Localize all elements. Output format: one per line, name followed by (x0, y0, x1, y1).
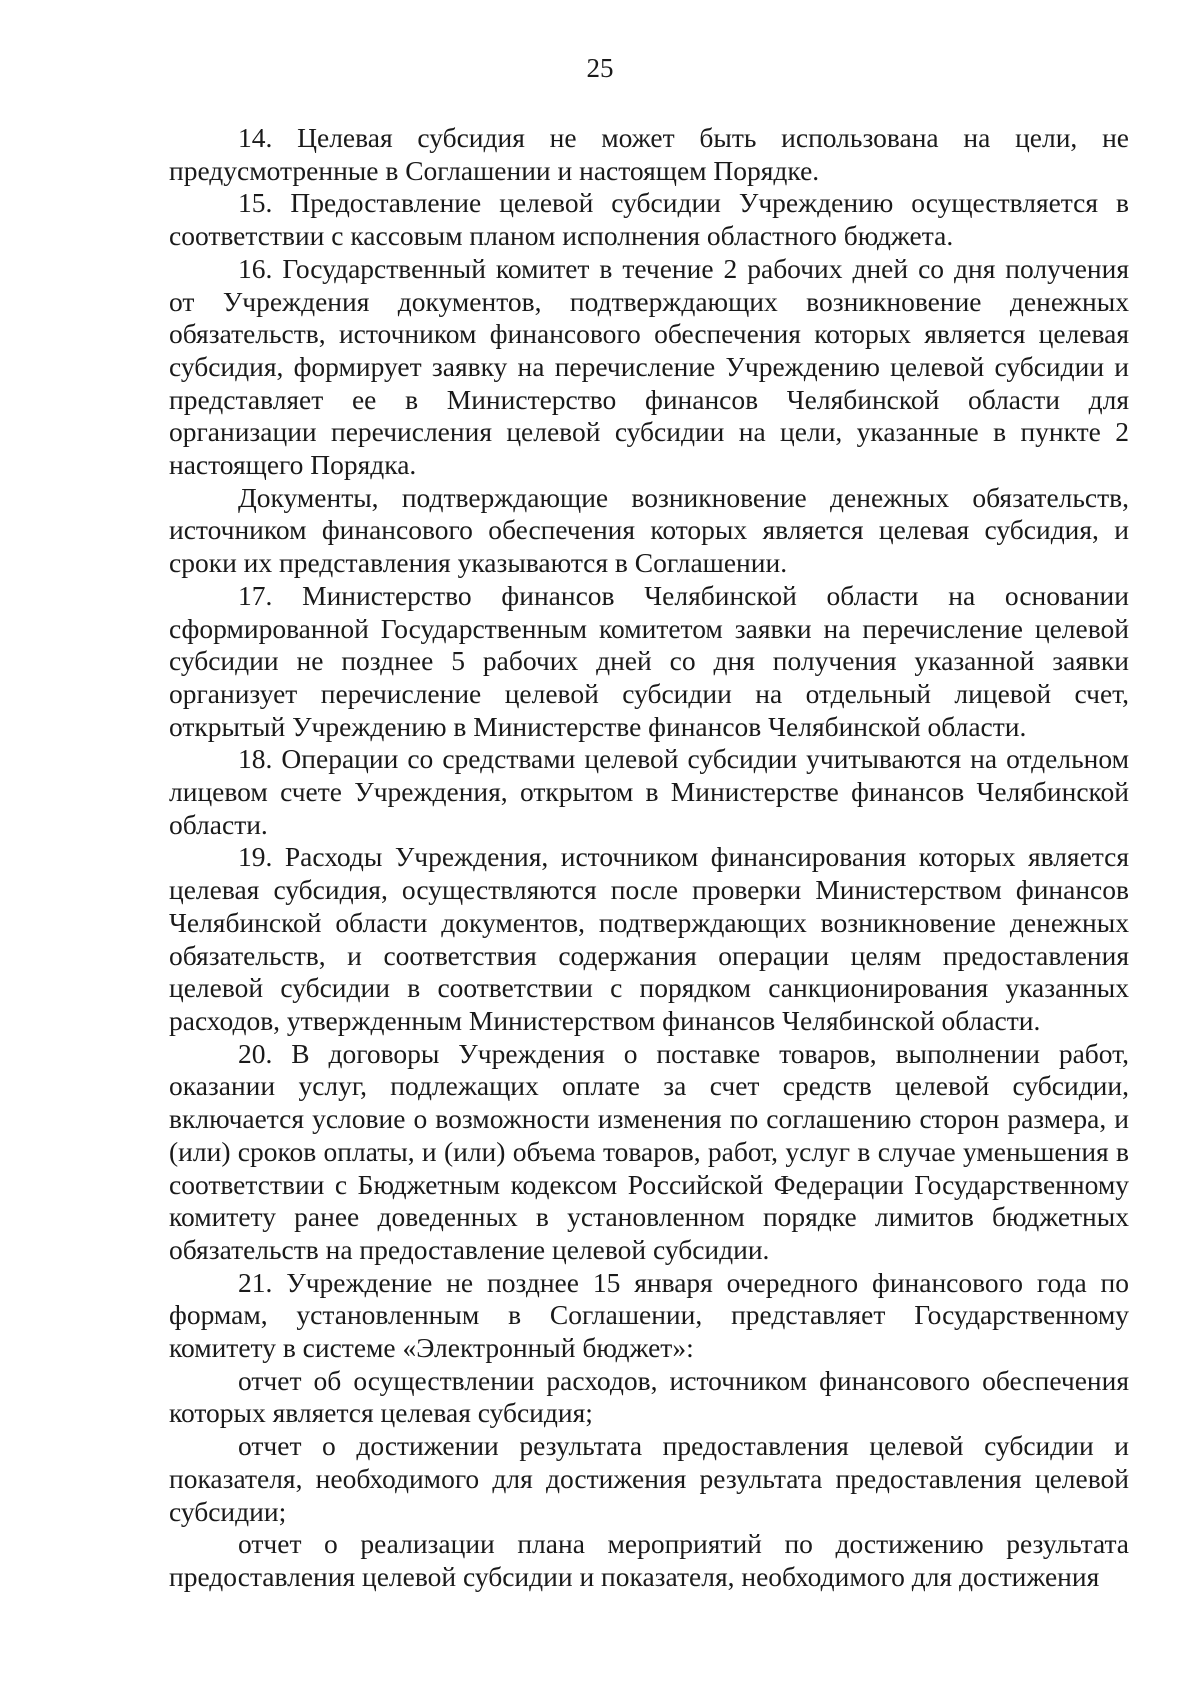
list-item-report-expenses: отчет об осуществлении расходов, источником финансового обеспечения которых является целевая субсидия; (169, 1364, 1129, 1429)
paragraph-15: 15. Предоставление целевой субсидии Учреждению осуществляется в соответствии с кассовым планом исполнения областного бюджета. (169, 187, 1129, 252)
paragraph-20: 20. В договоры Учреждения о поставке товаров, выполнении работ, оказании услуг, подлежащих оплате за счет средств целевой субсидии, включается условие о возможности изменения по соглашению сторон размера, и (или) сроков оплаты, и (или) объема товаров, работ, услуг в случае уменьшения в соответствии с Бюджетным кодексом Российской Федерации Государственному комитету ранее доведенных в установленном порядке лимитов бюджетных обязательств на предоставление целевой субсидии. (169, 1037, 1129, 1265)
paragraph-19: 19. Расходы Учреждения, источником финансирования которых является целевая субсидия, осуществляются после проверки Министерством финансов Челябинской области документов, подтверждающих возникновение денежных обязательств, и соответствия содержания операции целям предоставления целевой субсидии в соответствии с порядком санкционирования указанных расходов, утвержденным Министерством финансов Челябинской области. (169, 841, 1129, 1036)
paragraph-18: 18. Операции со средствами целевой субсидии учитываются на отдельном лицевом счете Учреждения, открытом в Министерстве финансов Челябинской области. (169, 743, 1129, 840)
list-item-report-result: отчет о достижении результата предоставления целевой субсидии и показателя, необходимого для достижения результата предоставления целевой субсидии; (169, 1430, 1129, 1527)
paragraph-16: 16. Государственный комитет в течение 2 рабочих дней со дня получения от Учреждения документов, подтверждающих возникновение денежных обязательств, источником финансового обеспечения которых является целевая субсидия, формирует заявку на перечисление Учреждению целевой субсидии и представляет ее в Министерство финансов Челябинской области для организации перечисления целевой субсидии на цели, указанные в пункте 2 настоящего Порядка. (169, 252, 1129, 481)
paragraph-21: 21. Учреждение не позднее 15 января очередного финансового года по формам, установленным в Соглашении, представляет Государственному комитету в системе «Электронный бюджет»: (169, 1266, 1129, 1364)
list-item-report-plan: отчет о реализации плана мероприятий по достижению результата предоставления целевой субсидии и показателя, необходимого для достижения (169, 1528, 1129, 1592)
document-body (169, 122, 1129, 1594)
paragraph-17: 17. Министерство финансов Челябинской области на основании сформированной Государственным комитетом заявки на перечисление целевой субсидии не позднее 5 рабочих дней со дня получения указанной заявки организует перечисление целевой субсидии на отдельный лицевой счет, открытый Учреждению в Министерстве финансов Челябинской области. (169, 579, 1129, 742)
page-number: 25 (586, 53, 614, 83)
paragraph-14: 14. Целевая субсидия не может быть использована на цели, не предусмотренные в Соглашении и настоящем Порядке. (169, 122, 1129, 186)
paragraph-16-documents: Документы, подтверждающие возникновение денежных обязательств, источником финансового обеспечения которых является целевая субсидия, и сроки их представления указываются в Соглашении. (169, 481, 1129, 579)
